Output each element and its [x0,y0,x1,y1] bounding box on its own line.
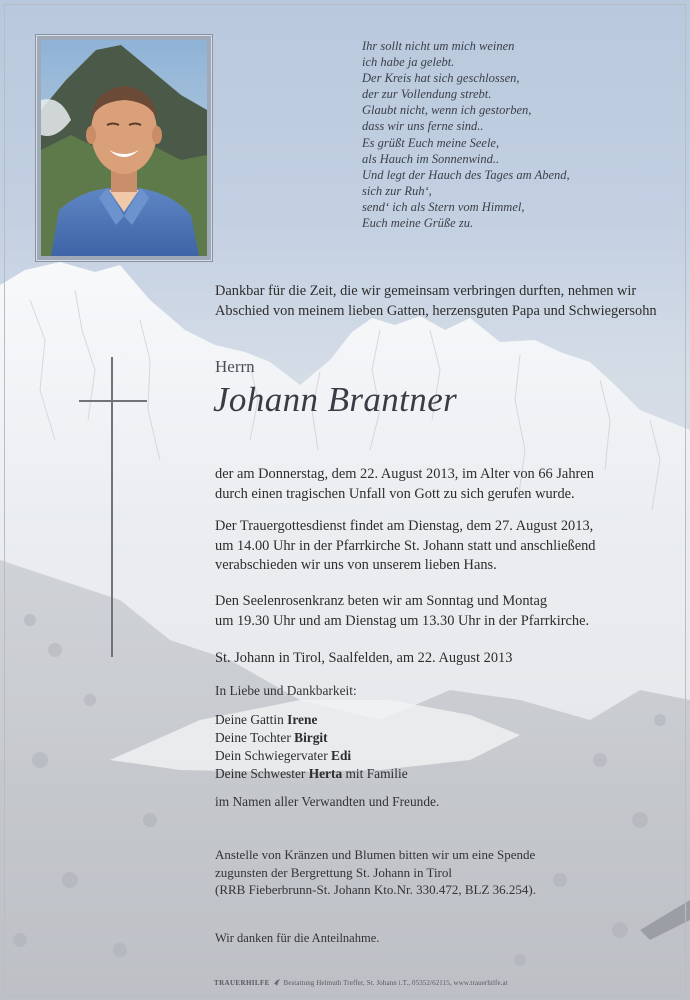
relatives-line: im Namen aller Verwandten und Freunde. [215,794,440,809]
poem-line: sich zur Ruh‘, [362,183,432,198]
family-name: Irene [287,712,318,727]
poem-line: dass wir uns ferne sind.. [362,119,484,134]
family-member [215,711,408,729]
family-member [215,747,408,765]
service-info [215,517,675,576]
dove-icon [274,979,280,986]
poem-line: send‘ ich als Stern vom Himmel, [362,199,525,214]
donation-line: zugunsten der Bergrettung St. Johann in Tirol [215,864,453,880]
service-line: verabschieden wir uns von unserem lieben Hans. [215,557,497,573]
portrait-frame [36,35,212,261]
footer [214,979,508,987]
poem-line: Euch meine Grüße zu. [362,216,474,231]
family-member [215,729,408,747]
death-notice-line: durch einen tragischen Unfall von Gott zu sich gerufen wurde. [215,485,575,502]
deceased-name: Johann Brantner [213,380,458,419]
poem-line: als Hauch im Sonnenwind.. [362,151,500,166]
family-relation: Deine Tochter [215,730,295,745]
family-relation: Deine Gattin [215,712,288,727]
footer-brand: TRAUERHILFE [214,979,270,987]
family-relation: Dein Schwiegervater [215,748,332,763]
death-notice-line: der am Donnerstag, dem 22. August 2013, im Alter von 66 Jahren [215,466,594,482]
poem-line: Es grüßt Euch meine Seele, [362,135,500,150]
service-line: um 14.00 Uhr in der Pfarrkirche St. Johann statt und anschließend [215,537,596,554]
rosary-line: um 19.30 Uhr und am Dienstag um 13.30 Uhr in der Pfarrkirche. [215,612,590,629]
poem-line: der zur Vollendung strebt. [362,87,492,102]
donation-line: (RRB Fieberbrunn-St. Johann Kto.Nr. 330.472, BLZ 36.254). [215,882,537,897]
poem-line: Und legt der Hauch des Tages am Abend, [362,167,570,182]
poem [362,38,662,231]
family-name: Birgit [294,730,328,745]
rosary-info [215,592,675,631]
poem-line: Glaubt nicht, wenn ich gestorben, [362,103,532,118]
footer-text: Bestattung Helmuth Treffer, St. Johann i.T., 05352/62115, www.trauerhilfe.at [283,979,508,987]
farewell-line: Wir danken für die Anteilnahme. [215,931,380,945]
family-list [215,711,408,783]
thanks-heading: In Liebe und Dankbarkeit: [215,683,357,698]
poem-line: Der Kreis hat sich geschlossen, [362,71,520,86]
family-relation: Deine Schwester [215,766,309,781]
poem-line: ich habe ja gelebt. [362,55,455,70]
portrait-photo [41,40,207,256]
cross-icon-bar [79,400,147,402]
donation-request [215,846,536,899]
poem-line: Ihr sollt nicht um mich weinen [362,39,515,53]
family-name: Herta [308,766,343,781]
family-suffix: mit Familie [342,766,408,781]
intro-text: Dankbar für die Zeit, die wir gemeinsam verbringen durften, nehmen wir Abschied von meinem lieben Gatten, herzensguten Papa und Schwiegersohn [215,283,657,319]
salutation: Herrn [215,357,255,376]
family-name: Edi [331,748,352,763]
service-line: Der Trauergottesdienst findet am Dienstag, dem 27. August 2013, [215,518,594,534]
death-notice [215,465,675,504]
place-date: St. Johann in Tirol, Saalfelden, am 22. August 2013 [215,650,513,666]
cross-icon [111,357,113,657]
donation-line: Anstelle von Kränzen und Blumen bitten wir um eine Spende [215,847,536,862]
family-member [215,765,408,783]
rosary-line: Den Seelenrosenkranz beten wir am Sonntag und Montag [215,593,548,609]
